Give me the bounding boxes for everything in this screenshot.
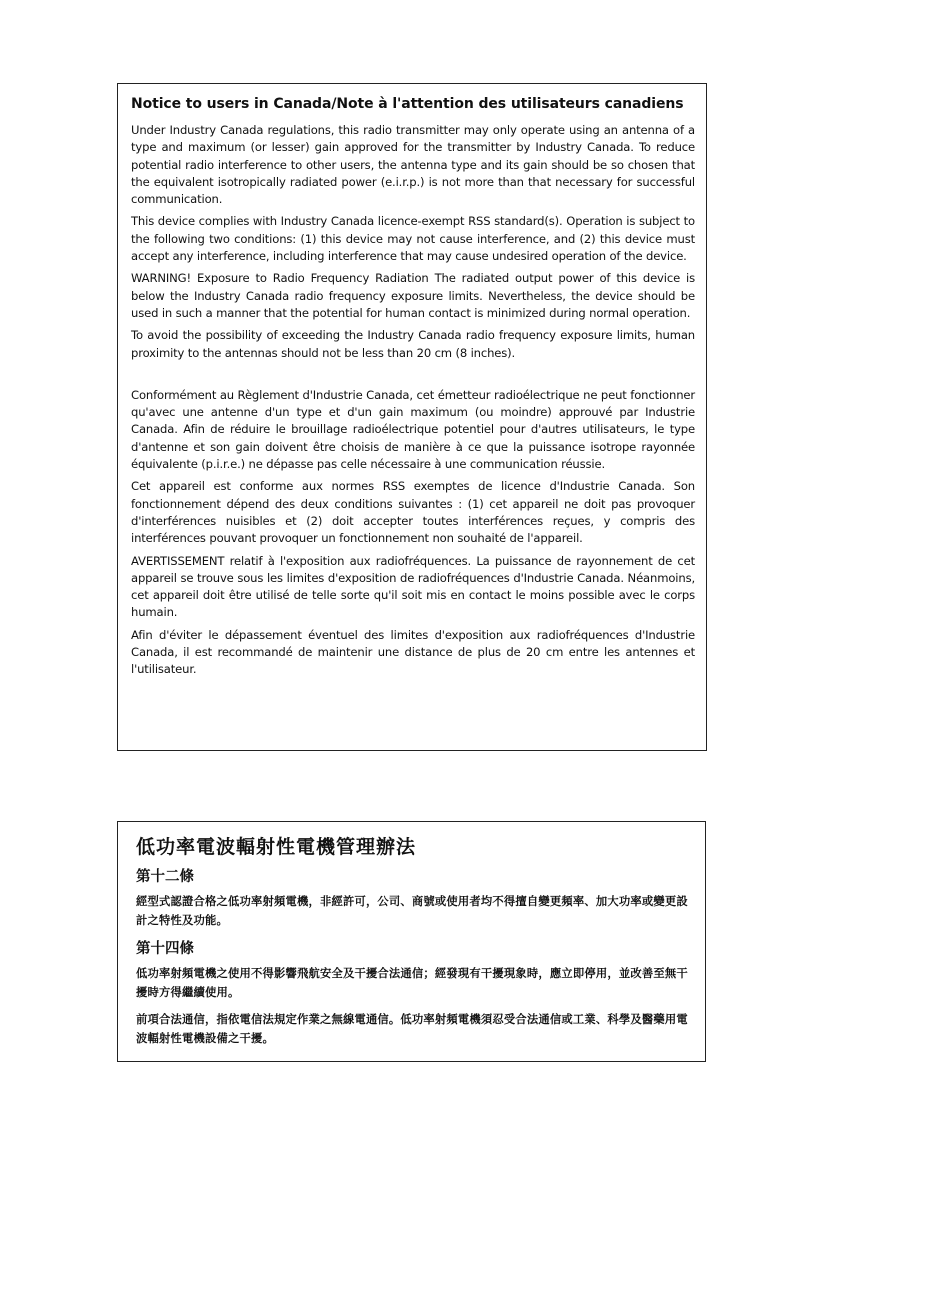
en-paragraph-warning: WARNING! Exposure to Radio Frequency Radiation The radiated output power of this device is below the Industry Canada radio frequency exposure limits. Nevertheless, the device should be used in such a manner that the potential for human contact is minimized during normal operation. bbox=[131, 271, 695, 320]
fr-paragraph-warning: AVERTISSEMENT relatif à l'exposition aux radiofréquences. La puissance de rayonnement de cet appareil se trouve sous les limites d'exposition de radiofréquences d'Industrie Canada. Néanmoins, cet appareil doit être utilisé de telle sorte qu'il soit mis en contact le moins possible avec le corps humain. bbox=[131, 553, 695, 620]
article-14-text-1: 低功率射頻電機之使用不得影響飛航安全及干擾合法通信；經發現有干擾現象時，應立即停用，並改善至無干擾時方得繼續使用。 bbox=[136, 967, 688, 999]
canada-notice-title: Notice to users in Canada/Note à l'attention des utilisateurs canadiens bbox=[131, 96, 684, 112]
article-12-heading: 第十二條 bbox=[136, 869, 194, 885]
fr-paragraph-rss: Cet appareil est conforme aux normes RSS exemptes de licence d'Industrie Canada. Son fonctionnement dépend des deux conditions suivantes : (1) cet appareil ne doit pas provoquer d'interférences nuisibles et (2) doit accepter toutes interférences reçues, y compris des interférences pouvant provoquer un fonctionnement non souhaité de l'appareil. bbox=[131, 479, 695, 546]
canada-notice-box bbox=[117, 83, 707, 751]
fr-paragraph-distance: Afin d'éviter le dépassement éventuel des limites d'exposition aux radiofréquences d'Industrie Canada, il est recommandé de maintenir une distance de plus de 20 cm entre les antennes et l'utilisateur. bbox=[131, 627, 695, 677]
language-spacer bbox=[131, 367, 695, 387]
en-paragraph-rss: This device complies with Industry Canada licence-exempt RSS standard(s). Operation is subject to the following two conditions: (1) this device may not cause interference, and (2) this device must accept any interference, including interference that may cause undesired operation of the device. bbox=[131, 214, 695, 264]
article-12-text: 經型式認證合格之低功率射頻電機，非經許可，公司、商號或使用者均不得擅自變更頻率、加大功率或變更設計之特性及功能。 bbox=[136, 895, 688, 927]
article-14-heading: 第十四條 bbox=[136, 941, 194, 957]
taiwan-notice-box bbox=[117, 821, 706, 1062]
canada-notice-content bbox=[131, 95, 695, 679]
en-paragraph-antenna: Under Industry Canada regulations, this radio transmitter may only operate using an antenna of a type and maximum (or lesser) gain approved for the transmitter by Industry Canada. To reduce potential radio interference to other users, the antenna type and its gain should be so chosen that the equivalent isotropically radiated power (e.i.r.p.) is not more than that necessary for successful communication. bbox=[131, 123, 695, 207]
en-paragraph-distance: To avoid the possibility of exceeding the Industry Canada radio frequency exposure limits, human proximity to the antennas should not be less than 20 cm (8 inches). bbox=[131, 328, 695, 360]
fr-paragraph-antenna: Conformément au Règlement d'Industrie Canada, cet émetteur radioélectrique ne peut fonctionner qu'avec une antenne d'un type et d'un gain maximum (ou moindre) approuvé par Industrie Canada. Afin de réduire le brouillage radioélectrique potentiel pour d'autres utilisateurs, le type d'antenne et son gain doivent être choisis de manière à ce que la puissance isotrope rayonnée équivalente (p.i.r.e.) ne dépasse pas celle nécessaire à une communication réussie. bbox=[131, 387, 695, 472]
taiwan-notice-content bbox=[136, 834, 691, 1048]
taiwan-notice-title: 低功率電波輻射性電機管理辦法 bbox=[136, 836, 417, 858]
article-14-text-2: 前項合法通信，指依電信法規定作業之無線電通信。低功率射頻電機須忍受合法通信或工業、科學及醫藥用電波輻射性電機設備之干擾。 bbox=[136, 1013, 688, 1045]
